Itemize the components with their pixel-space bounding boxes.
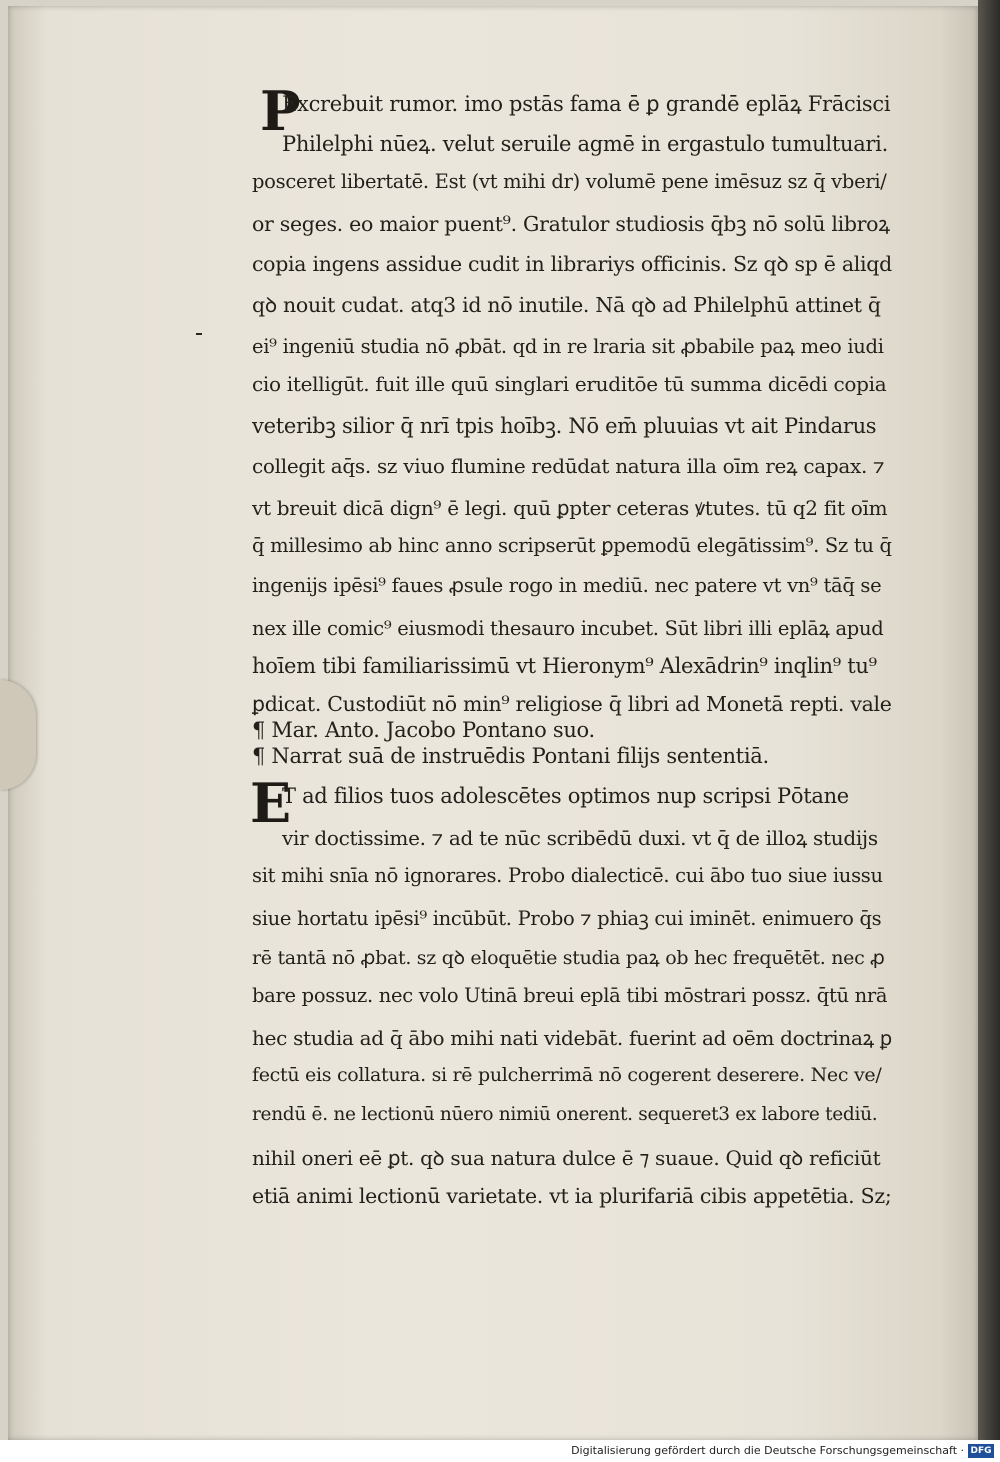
text-line: Philelphi nūeꝝ. velut seruile agmē in ergastulo tumultuari. <box>282 132 888 156</box>
decorated-initial-p: P <box>260 79 301 143</box>
text-line: ingenijs ipēsi⁹ faues ꝓsule rogo in mediū. nec patere vt vn⁹ tāq̄ se <box>252 574 882 597</box>
text-line: qꝺ nouit cudat. atq3 id nō inutile. Nā qꝺ ad Philelphū attinet q̄ <box>252 293 881 317</box>
text-line: ꝑdicat. Custodiūt nō min⁹ religiose q̄ libri ad Monetā repti. vale <box>252 692 892 716</box>
text-line: rē tantā nō ꝓbat. sz qꝺ eloquētie studia paꝝ ob hec frequētēt. nec ꝓ <box>252 947 885 969</box>
text-line: copia ingens assidue cudit in librariys officinis. Sz qꝺ sp ē aliqd <box>252 252 892 276</box>
footer-bar <box>0 1440 1000 1462</box>
ink-mark <box>196 333 202 335</box>
text-line: nihil oneri eē ꝑt. qꝺ sua natura dulce ē ⁊ suaue. Quid qꝺ reficiūt <box>252 1146 881 1170</box>
text-line: cio itelligūt. fuit ille quū singlari eruditōe tū summa dicēdi copia <box>252 372 887 396</box>
text-line: vir doctissime. ⁊ ad te nūc scribēdū duxi. vt q̄ de illoꝝ studijs <box>282 826 878 850</box>
text-line: ei⁹ ingeniū studia nō ꝓbāt. qd in re lraria sit ꝓbabile paꝝ meo iudi <box>252 335 884 358</box>
text-line: posceret libertatē. Est (vt mihi dr) volumē pene imēsuz sz q̄ vberi/ <box>252 170 887 193</box>
text-line: nex ille comic⁹ eiusmodi thesauro incubet. Sūt libri illi eplāꝝ apud <box>252 617 884 640</box>
text-line: Excrebuit rumor. imo pstās fama ē ꝑ grandē eplāꝝ Frācisci <box>282 92 891 116</box>
text-line: vt breuit dicā dign⁹ ē legi. quū ꝑpter ceteras ꝟtutes. tū q2 fit oīm <box>252 496 888 520</box>
page-edge <box>978 0 1000 1440</box>
text-line: T ad filios tuos adolescētes optimos nup scripsi Pōtane <box>282 784 849 808</box>
text-line: veteribꝫ silior q̄ nrī tpis hoībꝫ. Nō em̄ pluuias vt ait Pindarus <box>252 414 877 438</box>
text-line: hoīem tibi familiarissimū vt Hieronym⁹ Alexādrin⁹ inqlin⁹ tu⁹ <box>252 654 877 678</box>
text-line: q̄ millesimo ab hinc anno scripserūt ꝑpemodū elegātissim⁹. Sz tu q̄ <box>252 534 892 557</box>
text-line: collegit aq̄s. sz viuo flumine redūdat natura illa oīm reꝝ capax. ⁊ <box>252 454 885 478</box>
funding-notice: Digitalisierung gefördert durch die Deutsche Forschungsgemeinschaft · <box>571 1444 964 1457</box>
text-line: siue hortatu ipēsi⁹ incūbūt. Probo ⁊ phiaꝫ cui iminēt. enimuero q̄s <box>252 907 882 930</box>
dfg-logo-icon: DFG <box>968 1444 994 1458</box>
text-line: etiā animi lectionū varietate. vt ia plurifariā cibis appetētia. Sz; <box>252 1184 892 1208</box>
text-line: rendū ē. ne lectionū nūero nimiū onerent. sequeret3 ex labore tediū. <box>252 1104 878 1125</box>
decorated-initial-e: E <box>250 771 292 835</box>
text-line: bare possuz. nec volo Utinā breui eplā tibi mōstrari possz. q̄tū nrā <box>252 984 888 1007</box>
dedication-heading: ¶ Mar. Anto. Jacobo Pontano suo. <box>252 718 595 742</box>
text-line: fectū eis collatura. si rē pulcherrimā nō cogerent deserere. Nec ve/ <box>252 1064 882 1086</box>
text-line: hec studia ad q̄ ābo mihi nati videbāt. fuerint ad oēm doctrinaꝝ ꝑ <box>252 1026 892 1050</box>
text-line: or seges. eo maior puent⁹. Gratulor studiosis q̄bꝫ nō solū libroꝝ <box>252 212 890 236</box>
text-line: sit mihi snīa nō ignorares. Probo dialecticē. cui ābo tuo siue iussu <box>252 864 883 887</box>
summary-heading: ¶ Narrat suā de instruēdis Pontani filijs sententiā. <box>252 744 769 768</box>
